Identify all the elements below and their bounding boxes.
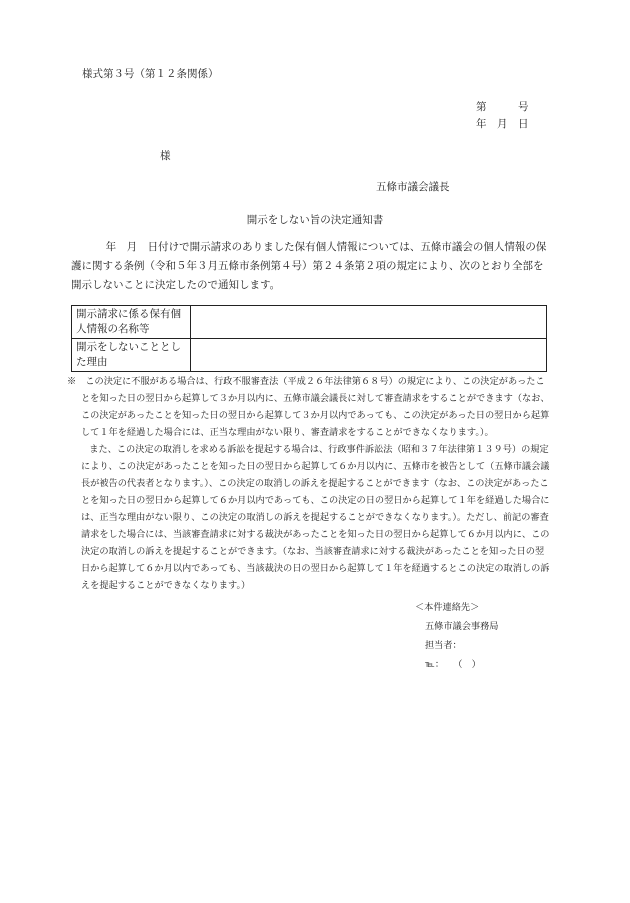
note-paragraph-2: また、この決定の取消しを求める訴訟を提起する場合は、行政事件訴訟法（昭和３７年法律第１３９号）の規定により、この決定があったことを知った日の翌日から起算して６か月以内に、五條市を被告として（五條市議会議長が被告の代表者となります。）、この決定の取消しの訴えを提起することができます（なお、この決定があったことを知った日の翌日から起算して６か月以内であっても、この決定の日の翌日から起算して１年を経過した場合には、正当な理由がない限り、この決定の取消しの訴えを提起することができなくなります。）。ただし、前記の審査請求をした場合には、当該審査請求に対する裁決があったことを知った日の翌日から起算して６か月以内に、この決定の取消しの訴えを提起することができます。（なお、当該審査請求に対する裁決があったことを知った日の翌日から起算して６か月以内であっても、当該裁決の日の翌日から起算して１年を経過するとこの決定の取消しの訴えを提起することができなくなります。） — [81, 444, 550, 591]
contact-heading: ＜本件連絡先＞ — [415, 602, 480, 613]
document-title: 開示をしない旨の決定通知書 — [246, 214, 384, 226]
notes-section — [67, 373, 552, 594]
table-label-info-name: 開示請求に係る保有個人情報の名称等 — [72, 306, 191, 339]
table-value-info-name — [191, 306, 547, 339]
table-row — [72, 339, 547, 372]
form-number: 様式第３号（第１２条関係） — [82, 68, 219, 80]
info-table — [71, 305, 547, 372]
sender-name: 五條市議会議長 — [376, 181, 450, 193]
table-value-reason — [191, 339, 547, 372]
contact-office: 五條市議会事務局 — [425, 621, 499, 632]
note-paragraph-1 — [67, 373, 552, 441]
table-label-reason: 開示をしないこととした理由 — [72, 339, 191, 372]
contact-tel: ℡： （ ） — [425, 659, 481, 670]
table-row — [72, 306, 547, 339]
document-date: 年 月 日 — [476, 118, 529, 130]
contact-person: 担当者： — [425, 640, 462, 651]
recipient-line: 様 — [160, 150, 171, 162]
document-number: 第 号 — [476, 101, 529, 113]
body-paragraph: 年 月 日付けで開示請求のありました保有個人情報については、五條市議会の個人情報の保護に関する条例（令和５年３月五條市条例第４号）第２４条第２項の規定により、次のとおり全部を開示しないことに決定したので通知します。 — [71, 241, 547, 291]
contact-block — [415, 598, 499, 674]
note-mark: ※ — [67, 376, 77, 387]
note-text-1: この決定に不服がある場合は、行政不服審査法（平成２６年法律第６８号）の規定により、この決定があったことを知った日の翌日から起算して３か月以内に、五條市議会議長に対して審査請求をすることができます（なお、この決定があったことを知った日の翌日から起算して３か月以内であっても、この決定があった日の翌日から起算して１年を経過した場合には、正当な理由がない限り、審査請求をすることができなくなります。）。 — [81, 376, 550, 438]
